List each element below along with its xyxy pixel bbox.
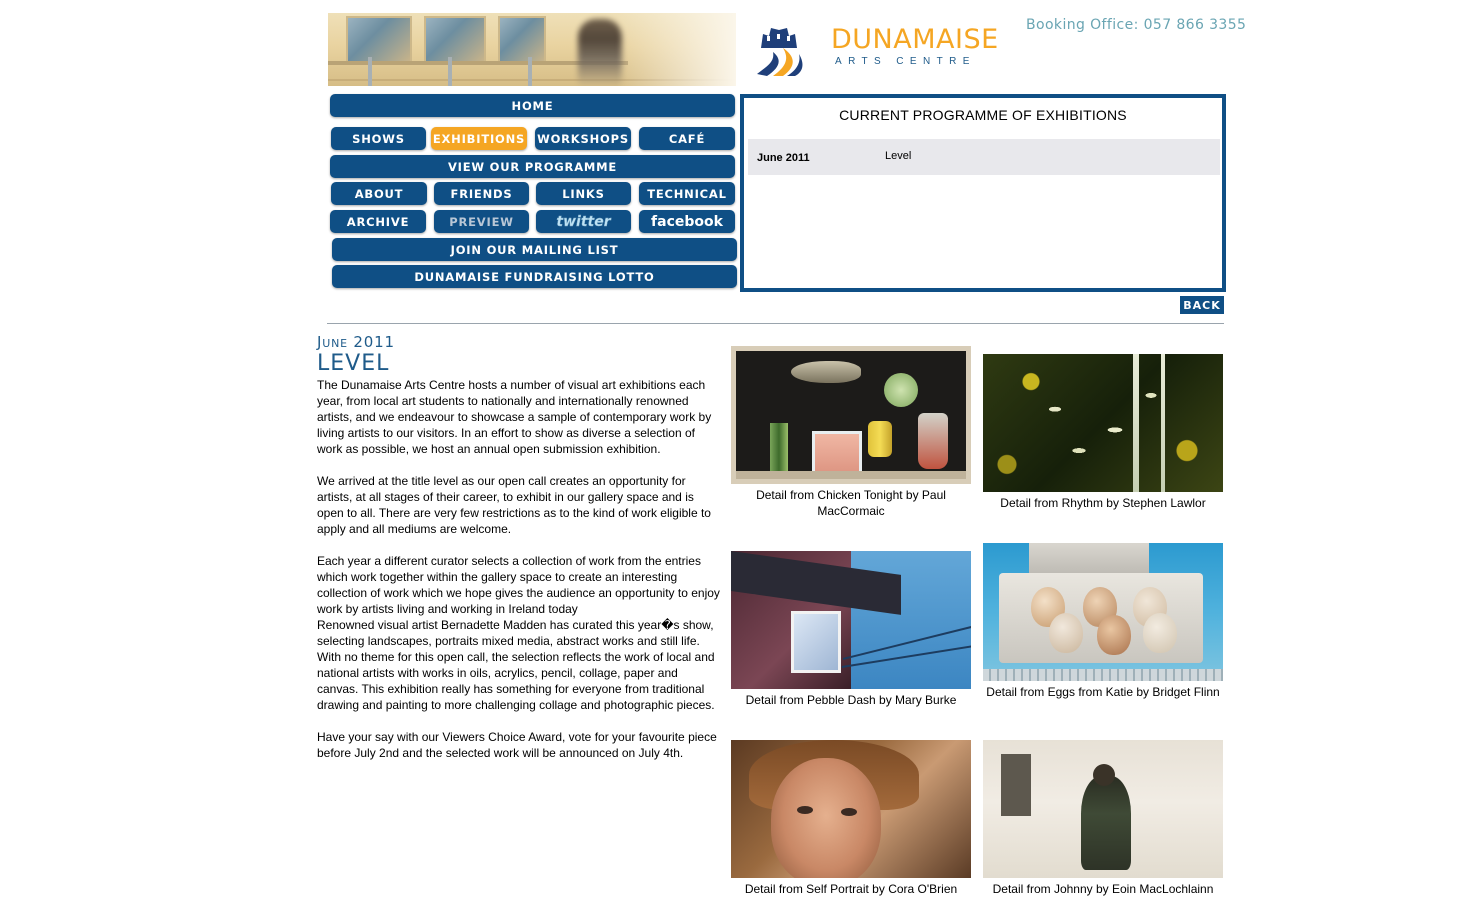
- nav-workshops-button[interactable]: WORKSHOPS: [535, 127, 631, 150]
- artwork-caption: Detail from Rhythm by Stephen Lawlor: [1000, 496, 1206, 510]
- dunamaise-logo-icon[interactable]: [753, 22, 805, 78]
- programme-row[interactable]: [748, 139, 1220, 175]
- artwork-caption: Detail from Pebble Dash by Mary Burke: [745, 693, 957, 707]
- booking-office-phone: Booking Office: 057 866 3355: [1026, 17, 1247, 33]
- artwork-caption: Detail from Eggs from Katie by Bridget Flinn: [986, 685, 1220, 699]
- nav-archive-button[interactable]: ARCHIVE: [330, 210, 426, 233]
- header-photo: [328, 13, 736, 86]
- nav-preview-button[interactable]: PREVIEW: [434, 210, 529, 233]
- artwork-caption: Detail from Chicken Tonight by Paul MacCormaic: [756, 488, 946, 518]
- article-paragraph: We arrived at the title level as our open call creates an opportunity for artists, at all stages of their career, to exhibit in our gallery space and is open to all. There are very few restrictions as to the kind of work eligible to apply and all mediums are welcome.: [317, 474, 711, 536]
- artwork-rhythm-image[interactable]: [983, 354, 1223, 492]
- artwork-caption: Detail from Self Portrait by Cora O'Brien: [744, 882, 958, 896]
- artwork-self-portrait-image[interactable]: [731, 740, 971, 878]
- nav-friends-button[interactable]: FRIENDS: [434, 182, 529, 205]
- article-body: [317, 377, 721, 777]
- nav-about-button[interactable]: ABOUT: [331, 182, 427, 205]
- nav-shows-button[interactable]: SHOWS: [331, 127, 426, 150]
- article-paragraph: The Dunamaise Arts Centre hosts a number of visual art exhibitions each year, from local art students to nationally and internationally renowned artists, and we endeavour to showcase a sample of contemporary work by living artists to our visitors. In an effort to show as diverse a selection of work as possible, we host an annual open submission exhibition.: [317, 378, 712, 456]
- nav-technical-button[interactable]: TECHNICAL: [639, 182, 735, 205]
- programme-title: CURRENT PROGRAMME OF EXHIBITIONS: [839, 107, 1127, 123]
- article-paragraph: Each year a different curator selects a collection of work from the entries which work together within the gallery space to create an interesting collection of work which we hope gives the audience an opportunity to enjoy work by artists living and working in Ireland today: [317, 554, 720, 616]
- article-date: June 2011: [317, 333, 395, 351]
- nav-links-button[interactable]: LINKS: [536, 182, 631, 205]
- article-paragraph: Renowned visual artist Bernadette Madden has curated this year�s show, selecting landscapes, portraits mixed media, abstract works and still life. With no theme for this open call, the selection reflects the work of local and national artists with works in oils, acrylics, pencil, collage, paper and canvas. This exhibition really has something for everyone from traditional drawing and painting to more challenging collage and photographic pieces.: [317, 618, 715, 712]
- nav-lotto-button[interactable]: DUNAMAISE FUNDRAISING LOTTO: [332, 265, 737, 288]
- artwork-eggs-from-katie-image[interactable]: [983, 543, 1223, 681]
- back-button[interactable]: BACK: [1180, 296, 1224, 314]
- artwork-johnny-image[interactable]: [983, 740, 1223, 878]
- nav-view-programme-button[interactable]: VIEW OUR PROGRAMME: [330, 155, 735, 178]
- twitter-icon: twitter: [556, 213, 611, 230]
- programme-row-date: June 2011: [757, 152, 810, 164]
- nav-twitter-button[interactable]: [536, 210, 631, 233]
- brand-subtitle: ARTS CENTRE: [835, 56, 976, 67]
- nav-cafe-button[interactable]: CAFÉ: [639, 127, 735, 150]
- artwork-pebble-dash-image[interactable]: [731, 551, 971, 689]
- programme-panel: [740, 94, 1226, 292]
- nav-home-button[interactable]: HOME: [330, 94, 735, 117]
- artwork-chicken-tonight-image[interactable]: [731, 346, 971, 484]
- programme-row-name[interactable]: Level: [885, 150, 912, 162]
- artwork-caption: Detail from Johnny by Eoin MacLochlainn: [992, 882, 1214, 896]
- nav-facebook-button[interactable]: [639, 210, 735, 233]
- facebook-icon: facebook: [651, 213, 723, 230]
- nav-exhibitions-button[interactable]: EXHIBITIONS: [431, 127, 527, 150]
- divider: [327, 323, 1224, 324]
- article-title: LEVEL: [317, 351, 390, 376]
- brand-name[interactable]: DUNAMAISE: [831, 24, 999, 55]
- nav-mailing-list-button[interactable]: JOIN OUR MAILING LIST: [332, 238, 737, 261]
- article-paragraph: Have your say with our Viewers Choice Award, vote for your favourite piece before July 2nd and the selected work will be announced on July 4th.: [317, 730, 717, 760]
